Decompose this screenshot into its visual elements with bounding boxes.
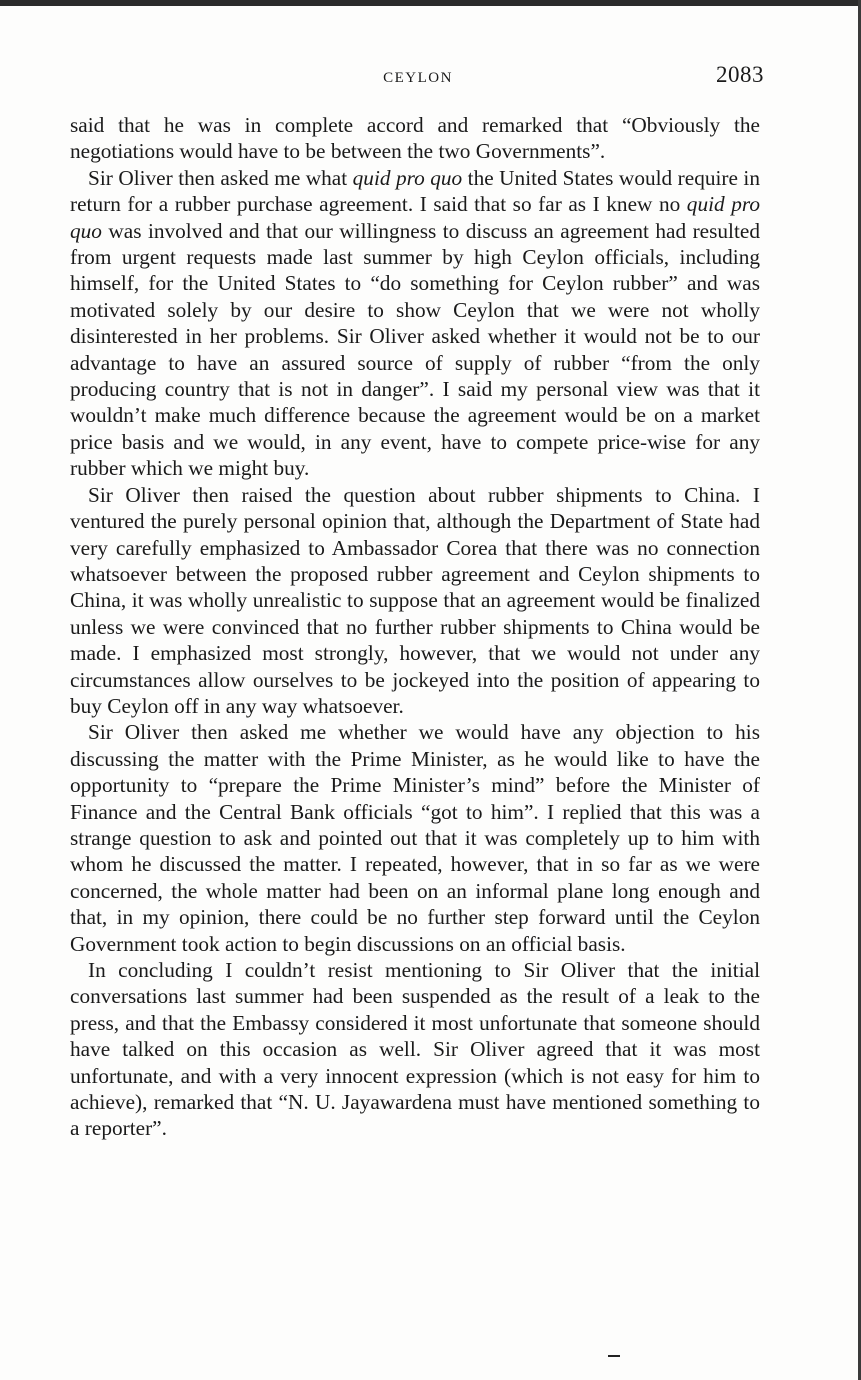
running-head: CEYLON [383,70,453,86]
paragraph-3 [70,482,760,720]
body-text [70,112,760,1142]
paragraph-5 [70,957,760,1142]
italic-phrase: quid pro quo [352,165,463,190]
text-run: Sir Oliver then asked me whether we would have any objection to his discussing the matter with the Prime Minister, as he would like to have the opportunity to “prepare the Prime Minister’s mind” before the Minister of Finance and the Central Bank officials “got to him”. I replied that this was a strange question to ask and pointed out that it was completely up to him with whom he discussed the matter. I repeated, however, that in so far as we were concerned, the whole matter had been on an informal plane long enough and that, in my opinion, there could be no further step forward until the Ceylon Government took action to begin discussions on an official basis. [70,720,760,956]
italic-phrase: quid pro quo [70,192,761,243]
footer-dash-mark [608,1355,620,1357]
paragraph-1 [70,112,760,165]
text-run: Sir Oliver then asked me what [88,165,353,190]
page-header [72,62,764,96]
text-run: said that he was in complete accord and remarked that “Obviously the negotiations would have to be between the two Governments”. [70,113,760,164]
page-number: 2083 [716,62,764,87]
top-scan-border [0,0,861,6]
text-run: Sir Oliver then raised the question about rubber shipments to China. I ventured the purely personal opinion that, although the Department of State had very carefully emphasized to Ambassador Corea that there was no connection whatsoever between the proposed rubber agreement and Ceylon shipments to China, it was wholly unrealistic to suppose that an agreement would be finalized unless we were convinced that no further rubber shipments to China would be made. I emphasized most strongly, however, that we would not under any circumstances allow ourselves to be jockeyed into the position of appearing to buy Ceylon off in any way whatsoever. [70,482,760,718]
paragraph-4 [70,719,760,957]
text-run: was involved and that our willingness to discuss an agreement had resulted from urgent requests made last summer by high Ceylon officials, including himself, for the United States to “do something for Ceylon rubber” and was motivated solely by our desire to show Ceylon that we were not wholly disinterested in her problems. Sir Oliver asked whether it would not be to our advantage to have an assured source of supply of rubber “from the only producing country that is not in danger”. I said my personal view was that it wouldn’t make much difference because the agreement would be on a market price basis and we would, in any event, have to compete price-wise for any rubber which we might buy. [70,218,760,481]
paragraph-2 [70,165,760,482]
text-run: In concluding I couldn’t resist mentioning to Sir Oliver that the initial conversations last summer had been suspended as the result of a leak to the press, and that the Embassy considered it most unfortunate that someone should have talked on this occasion as well. Sir Oliver agreed that it was most unfortunate, and with a very innocent expression (which is not easy for him to achieve), remarked that “N. U. Jayawardena must have mentioned something to a reporter”. [70,958,760,1141]
text-run: the United States would require in return for a rubber purchase agreement. I said that so far as I knew no [70,165,760,217]
